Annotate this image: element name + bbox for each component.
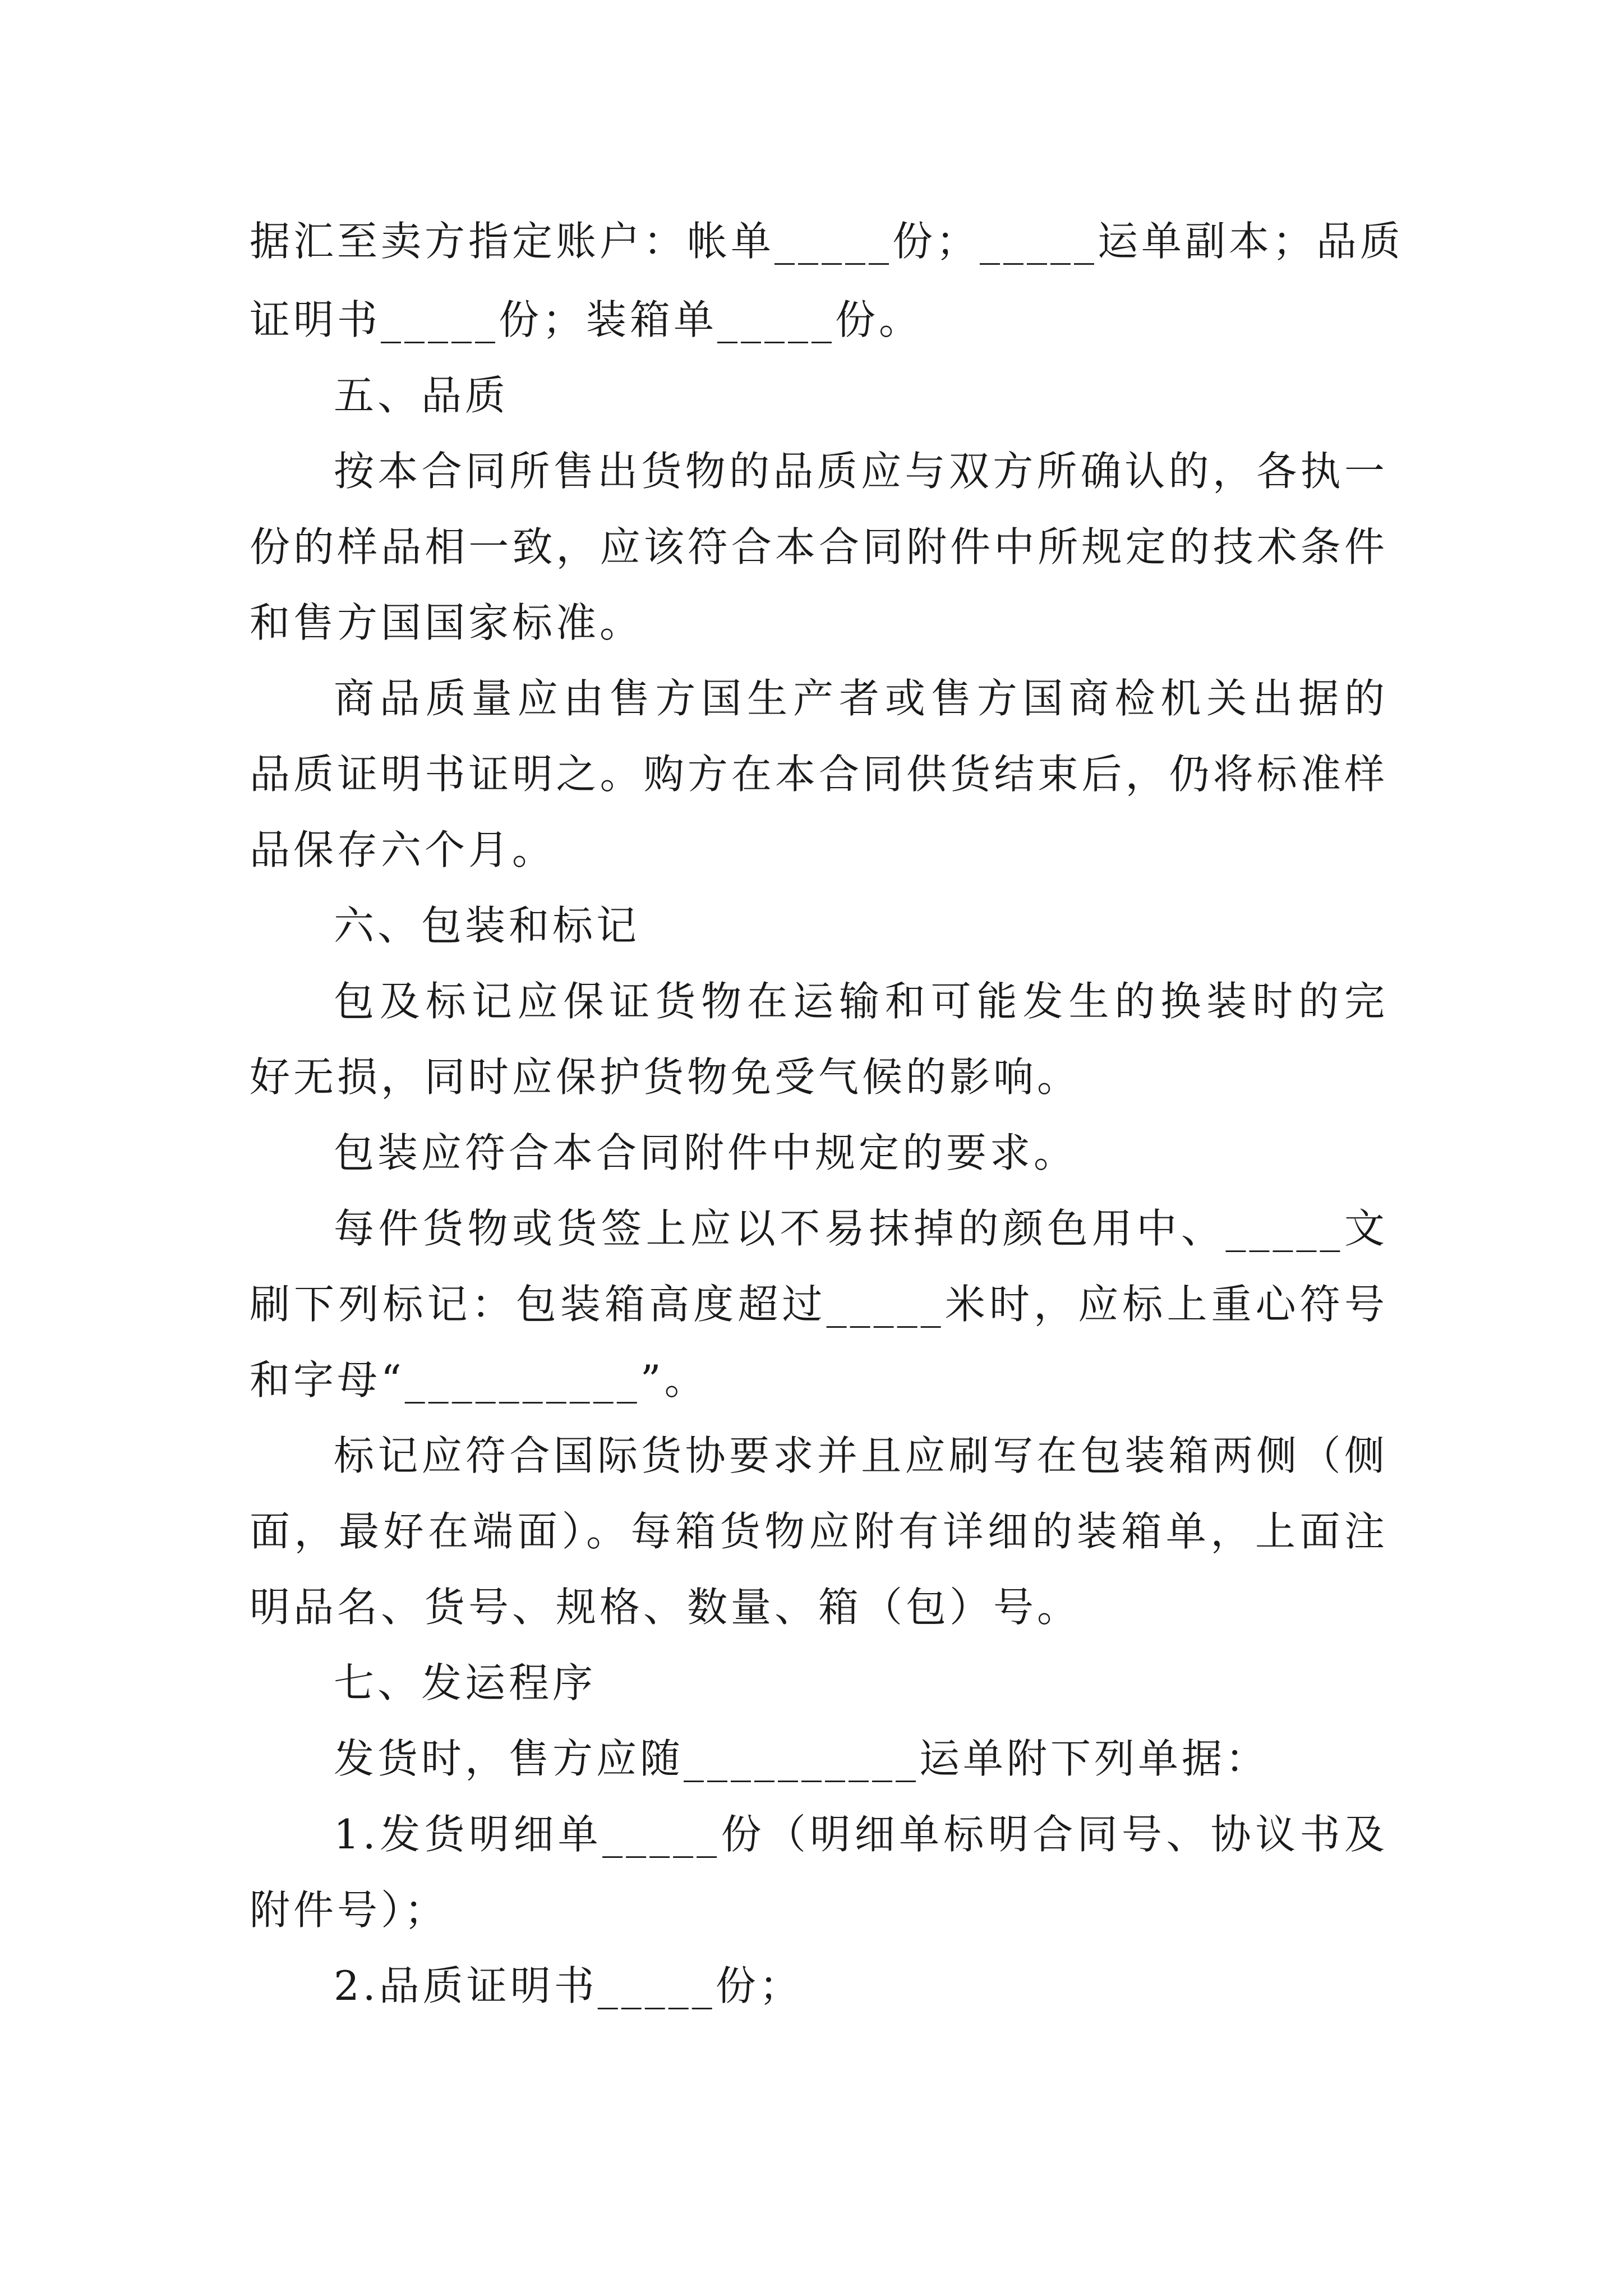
text-line: 品质证明书证明之。购方在本合同供货结束后，仍将标准样 bbox=[250, 751, 1388, 798]
text-line: 包装应符合本合同附件中规定的要求。 bbox=[334, 1129, 1078, 1176]
section-heading-quality: 五、品质 bbox=[334, 372, 509, 419]
text-line: 品保存六个月。 bbox=[250, 826, 556, 873]
text-line: 附件号）； bbox=[250, 1887, 449, 1934]
section-heading-packing: 六、包装和标记 bbox=[334, 902, 640, 949]
text-line: 份的样品相一致，应该符合本合同附件中所规定的技术条件 bbox=[250, 523, 1388, 570]
text-line: 按本合同所售出货物的品质应与双方所确认的，各执一 bbox=[334, 448, 1388, 495]
list-item: 1.发货明细单_____份（明细单标明合同号、协议书及 bbox=[334, 1811, 1388, 1858]
text-line: 刷下列标记：包装箱高度超过_____米时，应标上重心符号 bbox=[250, 1281, 1388, 1328]
text-line: 标记应符合国际货协要求并且应刷写在包装箱两侧（侧 bbox=[334, 1432, 1388, 1479]
text-line: 和售方国国家标准。 bbox=[250, 599, 644, 646]
text-line: 证明书_____份；装箱单_____份。 bbox=[250, 296, 923, 343]
text-line: 好无损，同时应保护货物免受气候的影响。 bbox=[250, 1053, 1081, 1101]
text-line: 面，最好在端面）。每箱货物应附有详细的装箱单，上面注 bbox=[250, 1508, 1388, 1555]
text-line: 商品质量应由售方国生产者或售方国商检机关出据的 bbox=[334, 675, 1388, 722]
section-heading-shipping: 七、发运程序 bbox=[334, 1659, 597, 1706]
text-line: 据汇至卖方指定账户：帐单_____份；_____运单副本；品质 bbox=[250, 218, 1404, 265]
text-line: 和字母“__________”。 bbox=[250, 1356, 708, 1404]
list-item: 2.品质证明书_____份； bbox=[334, 1962, 803, 2009]
text-line: 每件货物或货签上应以不易抹掉的颜色用中、_____文 bbox=[334, 1205, 1388, 1252]
text-line: 包及标记应保证货物在运输和可能发生的换装时的完 bbox=[334, 978, 1388, 1025]
text-line: 发货时，售方应随__________运单附下列单据： bbox=[334, 1735, 1270, 1782]
text-line: 明品名、货号、规格、数量、箱（包）号。 bbox=[250, 1584, 1081, 1631]
